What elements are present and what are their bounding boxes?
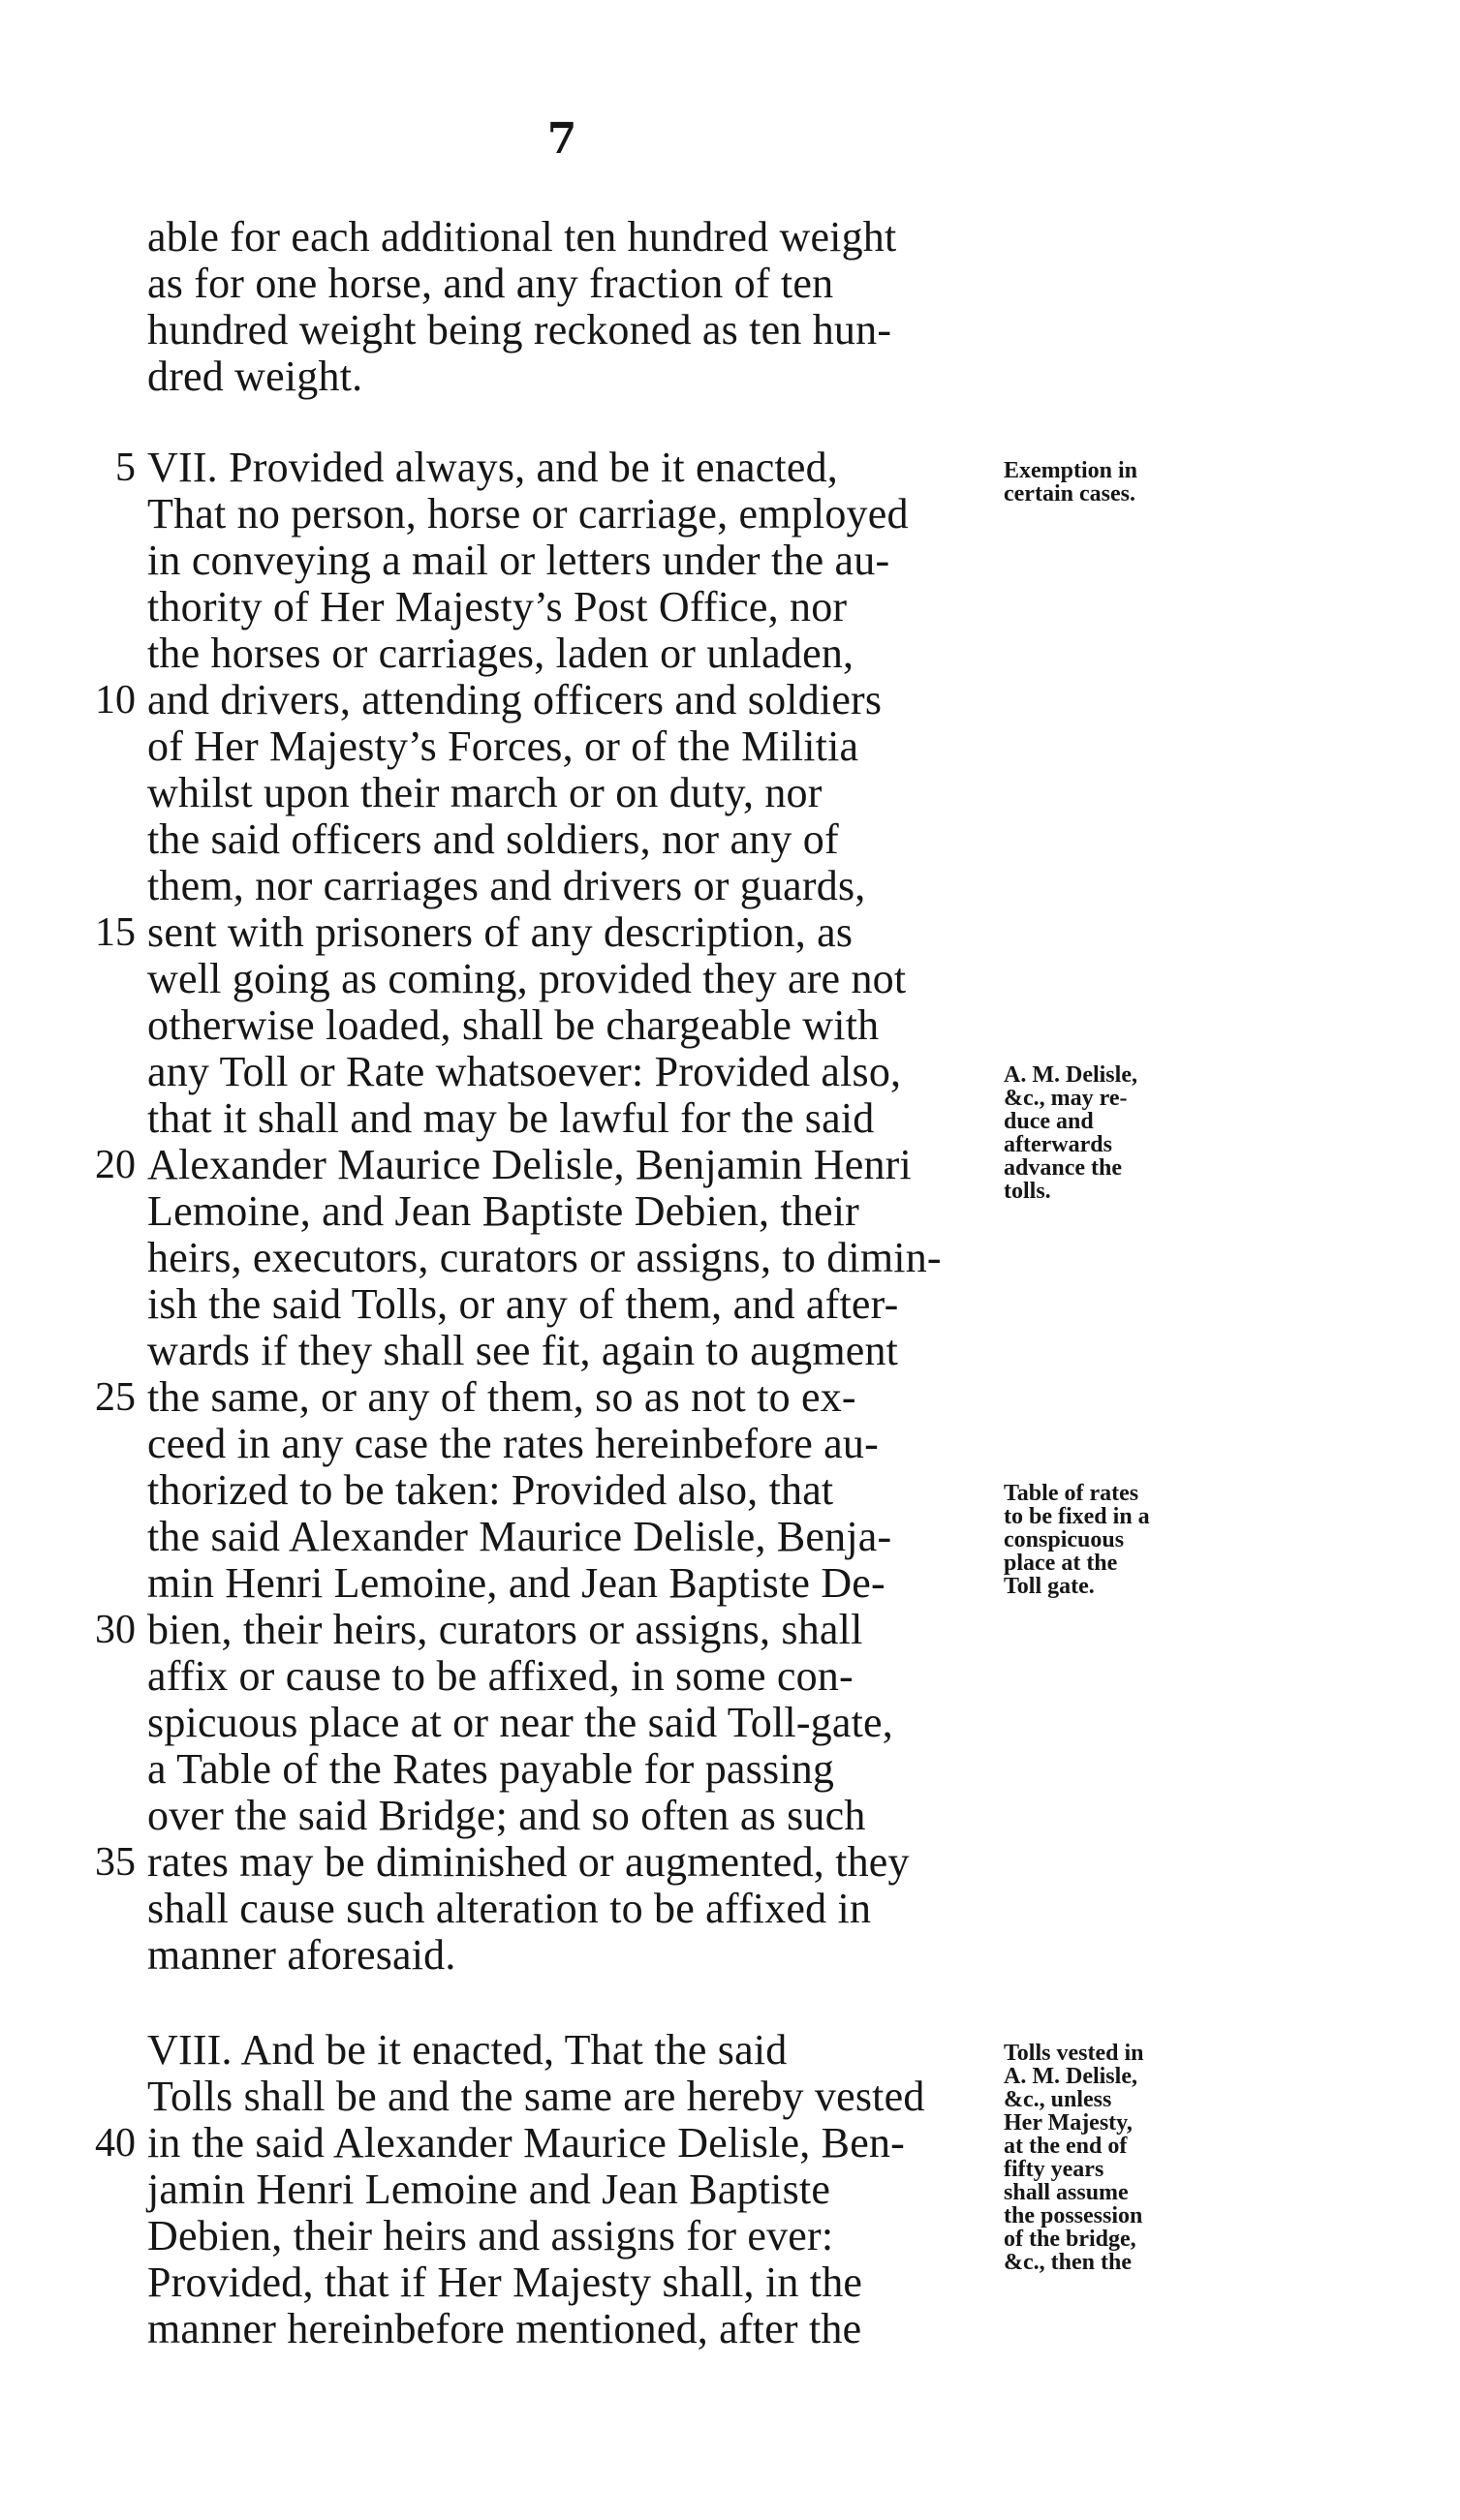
text-line: rates may be diminished or augmented, they <box>147 1838 910 1886</box>
text-line: dred weight. <box>147 353 363 400</box>
text-line: Provided, that if Her Majesty shall, in the <box>147 2259 863 2306</box>
text-line: able for each additional ten hundred weight <box>147 213 897 261</box>
text-line: ceed in any case the rates hereinbefore au- <box>147 1420 879 1467</box>
margin-note-line: A. M. Delisle, <box>1004 1062 1137 1088</box>
margin-note-line: duce and <box>1004 1109 1094 1134</box>
line-number: 35 <box>95 1840 136 1885</box>
line-number: 5 <box>115 446 136 490</box>
line-number: 20 <box>95 1143 136 1187</box>
text-line: Alexander Maurice Delisle, Benjamin Henri <box>147 1141 912 1188</box>
text-line: thorized to be taken: Provided also, that <box>147 1466 834 1514</box>
margin-note-line: tolls. <box>1004 1179 1051 1204</box>
line-number: 10 <box>95 678 136 722</box>
margin-note-line: Exemption in <box>1004 458 1138 483</box>
text-line: in conveying a mail or letters under the au- <box>147 537 890 584</box>
text-line: well going as coming, provided they are not <box>147 955 907 1002</box>
margin-note-line: &c., then the <box>1004 2250 1132 2275</box>
margin-note-line: to be fixed in a <box>1004 1504 1150 1529</box>
line-number: 25 <box>95 1375 136 1420</box>
margin-note-line: conspicuous <box>1004 1527 1125 1552</box>
line-number: 15 <box>95 910 136 955</box>
margin-note-line: the possession <box>1004 2203 1143 2228</box>
text-line: VII. Provided always, and be it enacted, <box>147 444 838 491</box>
text-line: the said officers and soldiers, nor any of <box>147 815 839 863</box>
text-line: the same, or any of them, so as not to ex- <box>147 1373 856 1421</box>
margin-note-tolls-vested <box>1004 2042 1197 2274</box>
text-line: bien, their heirs, curators or assigns, shall <box>147 1606 863 1653</box>
text-line: ish the said Tolls, or any of them, and after- <box>147 1280 899 1328</box>
margin-note-line: &c., unless <box>1004 2087 1112 2112</box>
text-line: Lemoine, and Jean Baptiste Debien, their <box>147 1187 859 1235</box>
text-line: wards if they shall see fit, again to augment <box>147 1327 899 1374</box>
page-number: 7 <box>546 114 577 164</box>
text-line: affix or cause to be affixed, in some con- <box>147 1652 854 1700</box>
text-line: a Table of the Rates payable for passing <box>147 1745 835 1793</box>
text-line: that it shall and may be lawful for the said <box>147 1094 875 1142</box>
text-line: in the said Alexander Maurice Delisle, Ben- <box>147 2119 906 2167</box>
text-line: sent with prisoners of any description, as <box>147 908 854 956</box>
margin-note-line: Her Majesty, <box>1004 2110 1133 2136</box>
text-line: them, nor carriages and drivers or guards, <box>147 862 866 909</box>
text-line: min Henri Lemoine, and Jean Baptiste De- <box>147 1559 885 1607</box>
text-line: and drivers, attending officers and soldiers <box>147 676 883 723</box>
margin-note-table-of-rates <box>1004 1482 1197 1598</box>
margin-note-line: at the end of <box>1004 2134 1128 2159</box>
text-line: whilst upon their march or on duty, nor <box>147 769 823 816</box>
margin-note-line: place at the <box>1004 1551 1118 1576</box>
margin-note-line: &c., may re- <box>1004 1086 1128 1111</box>
margin-note-line: shall assume <box>1004 2180 1129 2205</box>
text-line: heirs, executors, curators or assigns, to dimin- <box>147 1234 942 1281</box>
text-line: the horses or carriages, laden or unladen, <box>147 630 854 677</box>
margin-note-line: Toll gate. <box>1004 1574 1095 1599</box>
margin-note-line: A. M. Delisle, <box>1004 2064 1137 2089</box>
text-line: as for one horse, and any fraction of ten <box>147 260 834 307</box>
text-line: manner aforesaid. <box>147 1931 456 1979</box>
line-number: 40 <box>95 2121 136 2166</box>
margin-note-line: afterwards <box>1004 1132 1112 1157</box>
text-line: the said Alexander Maurice Delisle, Benja- <box>147 1513 892 1560</box>
text-line: shall cause such alteration to be affixed in <box>147 1885 872 1932</box>
text-line: That no person, horse or carriage, employed <box>147 490 909 538</box>
text-line: hundred weight being reckoned as ten hun- <box>147 306 892 353</box>
margin-note-reduce-tolls <box>1004 1063 1197 1203</box>
margin-note-line: Tolls vested in <box>1004 2041 1144 2066</box>
text-line: otherwise loaded, shall be chargeable with <box>147 1001 880 1049</box>
text-line: VIII. And be it enacted, That the said <box>147 2026 788 2074</box>
text-line: manner hereinbefore mentioned, after the <box>147 2305 862 2352</box>
text-line: spicuous place at or near the said Toll-gate, <box>147 1699 893 1746</box>
line-number: 30 <box>95 1608 136 1652</box>
text-line: jamin Henri Lemoine and Jean Baptiste <box>147 2166 831 2213</box>
text-line: Debien, their heirs and assigns for ever: <box>147 2212 834 2259</box>
margin-note-line: Table of rates <box>1004 1481 1139 1506</box>
margin-note-line: certain cases. <box>1004 481 1135 507</box>
text-line: thority of Her Majesty’s Post Office, nor <box>147 583 848 630</box>
text-line: any Toll or Rate whatsoever: Provided also, <box>147 1048 902 1095</box>
margin-note-exemption <box>1004 459 1197 506</box>
margin-note-line: advance the <box>1004 1155 1122 1181</box>
margin-note-line: fifty years <box>1004 2157 1104 2182</box>
text-line: Tolls shall be and the same are hereby vested <box>147 2073 925 2120</box>
text-line: over the said Bridge; and so often as such <box>147 1792 866 1839</box>
text-line: of Her Majesty’s Forces, or of the Militia <box>147 722 859 770</box>
margin-note-line: of the bridge, <box>1004 2227 1136 2252</box>
